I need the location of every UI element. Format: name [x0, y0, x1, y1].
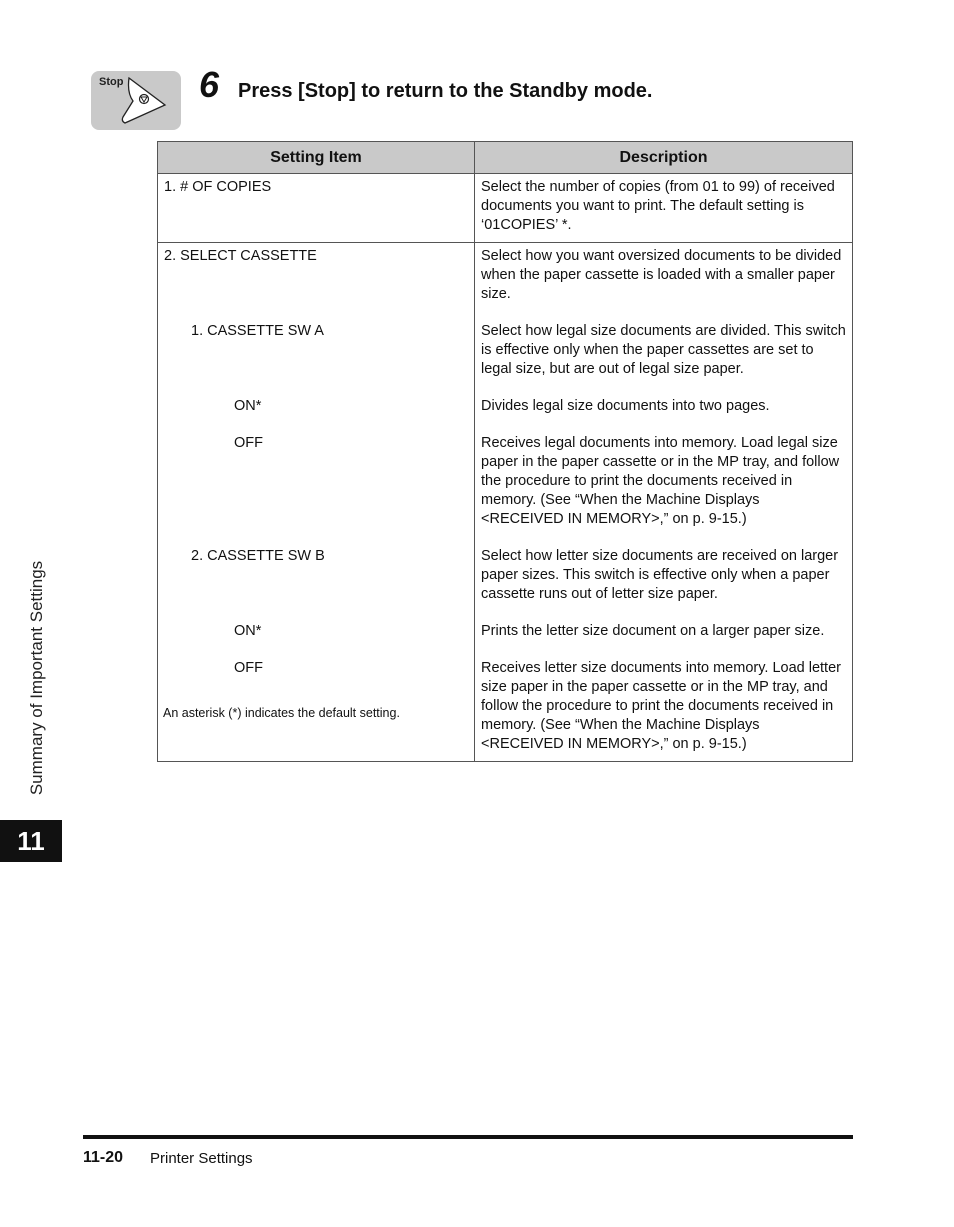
description-cell: Prints the letter size document on a larger paper size.	[475, 604, 853, 641]
table-row	[158, 243, 853, 305]
table-row	[158, 304, 853, 379]
setting-item-cell: OFF	[158, 641, 475, 762]
table-row	[158, 641, 853, 762]
stop-key-icon	[119, 75, 179, 129]
page-number: 11-20	[83, 1149, 124, 1166]
description-cell: Divides legal size documents into two pages.	[475, 379, 853, 416]
table-row	[158, 174, 853, 243]
setting-item-cell: 1. # OF COPIES	[158, 174, 475, 243]
table-header-row	[158, 142, 853, 174]
description-cell: Select how legal size documents are divided. This switch is effective only when the paper cassettes are set to legal size, but are out of legal size paper.	[475, 304, 853, 379]
setting-item-cell: 1. CASSETTE SW A	[158, 304, 475, 379]
header-setting-item: Setting Item	[158, 142, 475, 174]
footer-section-name: Printer Settings	[150, 1150, 253, 1167]
table-footnote: An asterisk (*) indicates the default setting.	[163, 706, 400, 720]
step-number: 6	[199, 64, 220, 105]
description-cell: Select how letter size documents are received on larger paper sizes. This switch is effective only when a paper cassette runs out of letter size paper.	[475, 529, 853, 604]
setting-item-cell: ON*	[158, 604, 475, 641]
settings-table	[157, 141, 853, 762]
stop-button-label: Stop	[99, 76, 124, 88]
table-row	[158, 379, 853, 416]
footer-divider	[83, 1135, 853, 1139]
chapter-number-tab: 11	[0, 820, 62, 862]
description-cell: Receives legal documents into memory. Load legal size paper in the paper cassette or in the MP tray, and follow the procedure to print the documents received in memory. (See “When the Machine Displays <RECEIVED IN MEMORY>,” on p. 9-15.)	[475, 416, 853, 529]
setting-item-cell: 2. CASSETTE SW B	[158, 529, 475, 604]
setting-item-cell: 2. SELECT CASSETTE	[158, 243, 475, 305]
chapter-side-title: Summary of Important Settings	[27, 560, 46, 796]
table-row	[158, 416, 853, 529]
stop-button-illustration	[91, 71, 181, 130]
header-description: Description	[475, 142, 853, 174]
description-cell: Select the number of copies (from 01 to 99) of received documents you want to print. The default setting is ‘01COPIES’ *.	[475, 174, 853, 243]
setting-item-cell: OFF	[158, 416, 475, 529]
step-instruction: Press [Stop] to return to the Standby mode.	[238, 80, 653, 102]
description-cell: Receives letter size documents into memory. Load letter size paper in the paper cassette or in the MP tray, and follow the procedure to print the documents received in memory. (See “When the Machine Displays <RECEIVED IN MEMORY>,” on p. 9-15.)	[475, 641, 853, 762]
setting-item-cell: ON*	[158, 379, 475, 416]
table-row	[158, 604, 853, 641]
description-cell: Select how you want oversized documents to be divided when the paper cassette is loaded with a smaller paper size.	[475, 243, 853, 305]
table-row	[158, 529, 853, 604]
